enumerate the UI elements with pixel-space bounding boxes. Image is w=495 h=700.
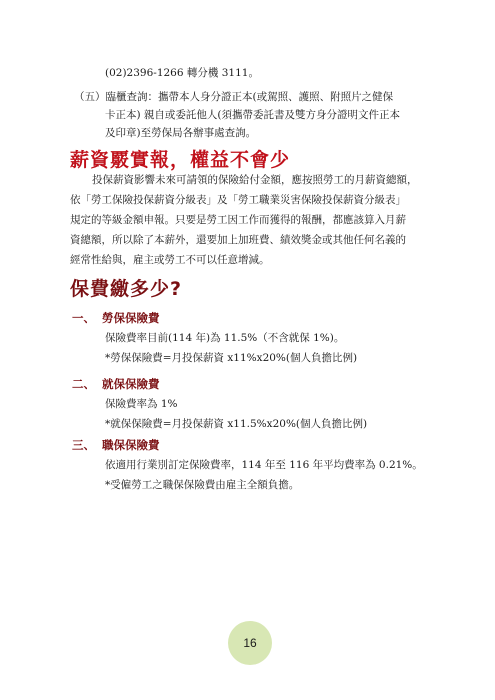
counter-inquiry-line-1: （五）臨櫃查詢：攜帶本人身分證正本(或駕照、護照、附照片之健保 xyxy=(74,91,394,103)
salary-paragraph-line-3: 規定的等級金額申報。只要是勞工因工作而獲得的報酬，都應該算入月薪 xyxy=(70,214,406,226)
section-title: 就保保險費 xyxy=(102,377,160,391)
employment-insurance-heading xyxy=(72,376,160,392)
page-number: 16 xyxy=(243,636,257,650)
salary-paragraph-line-1: 投保薪資影響未來可請領的保險給付金額，應按照勞工的月薪資總額， xyxy=(92,174,418,186)
section-title: 勞保保險費 xyxy=(102,311,160,325)
occupational-rate-line: 依適用行業別訂定保險費率，114 年至 116 年平均費率為 0.21%。 xyxy=(105,459,423,471)
occupational-note-line: *受僱勞工之職保保險費由雇主全額負擔。 xyxy=(105,479,300,491)
section-title: 職保保險費 xyxy=(102,438,160,452)
employment-rate-line: 保險費率為 1% xyxy=(105,398,178,410)
page-number-badge xyxy=(228,621,272,665)
occupational-insurance-heading xyxy=(72,437,160,453)
salary-paragraph-line-2: 依「勞工保險投保薪資分級表」及「勞工職業災害保險投保薪資分級表」 xyxy=(70,194,406,206)
salary-heading: 薪資覈實報，權益不會少 xyxy=(70,149,291,171)
section-number: 二、 xyxy=(72,377,95,391)
salary-paragraph-line-4: 資總額，所以除了本薪外，還要加上加班費、績效獎金或其他任何名義的 xyxy=(70,234,406,246)
salary-paragraph-line-5: 經常性給與，雇主或勞工不可以任意增減。 xyxy=(70,254,270,266)
premium-heading: 保費繳多少? xyxy=(70,278,183,300)
labor-formula-line: *勞保保險費=月投保薪資 x11%x20%(個人負擔比例) xyxy=(105,352,358,364)
counter-inquiry-line-2: 卡正本) 親自或委託他人(須攜帶委託書及雙方身分證明文件正本 xyxy=(105,109,401,121)
section-number: 一、 xyxy=(72,311,95,325)
phone-line: (02)2396-1266 轉分機 3111。 xyxy=(105,67,259,79)
employment-formula-line: *就保保險費=月投保薪資 x11.5%x20%(個人負擔比例) xyxy=(105,418,368,430)
labor-rate-line: 保險費率目前(114 年)為 11.5%（不含就保 1%)。 xyxy=(105,332,345,344)
counter-inquiry-line-3: 及印章)至勞保局各辦事處查詢。 xyxy=(105,127,257,139)
labor-insurance-heading xyxy=(72,310,160,326)
section-number: 三、 xyxy=(72,438,95,452)
